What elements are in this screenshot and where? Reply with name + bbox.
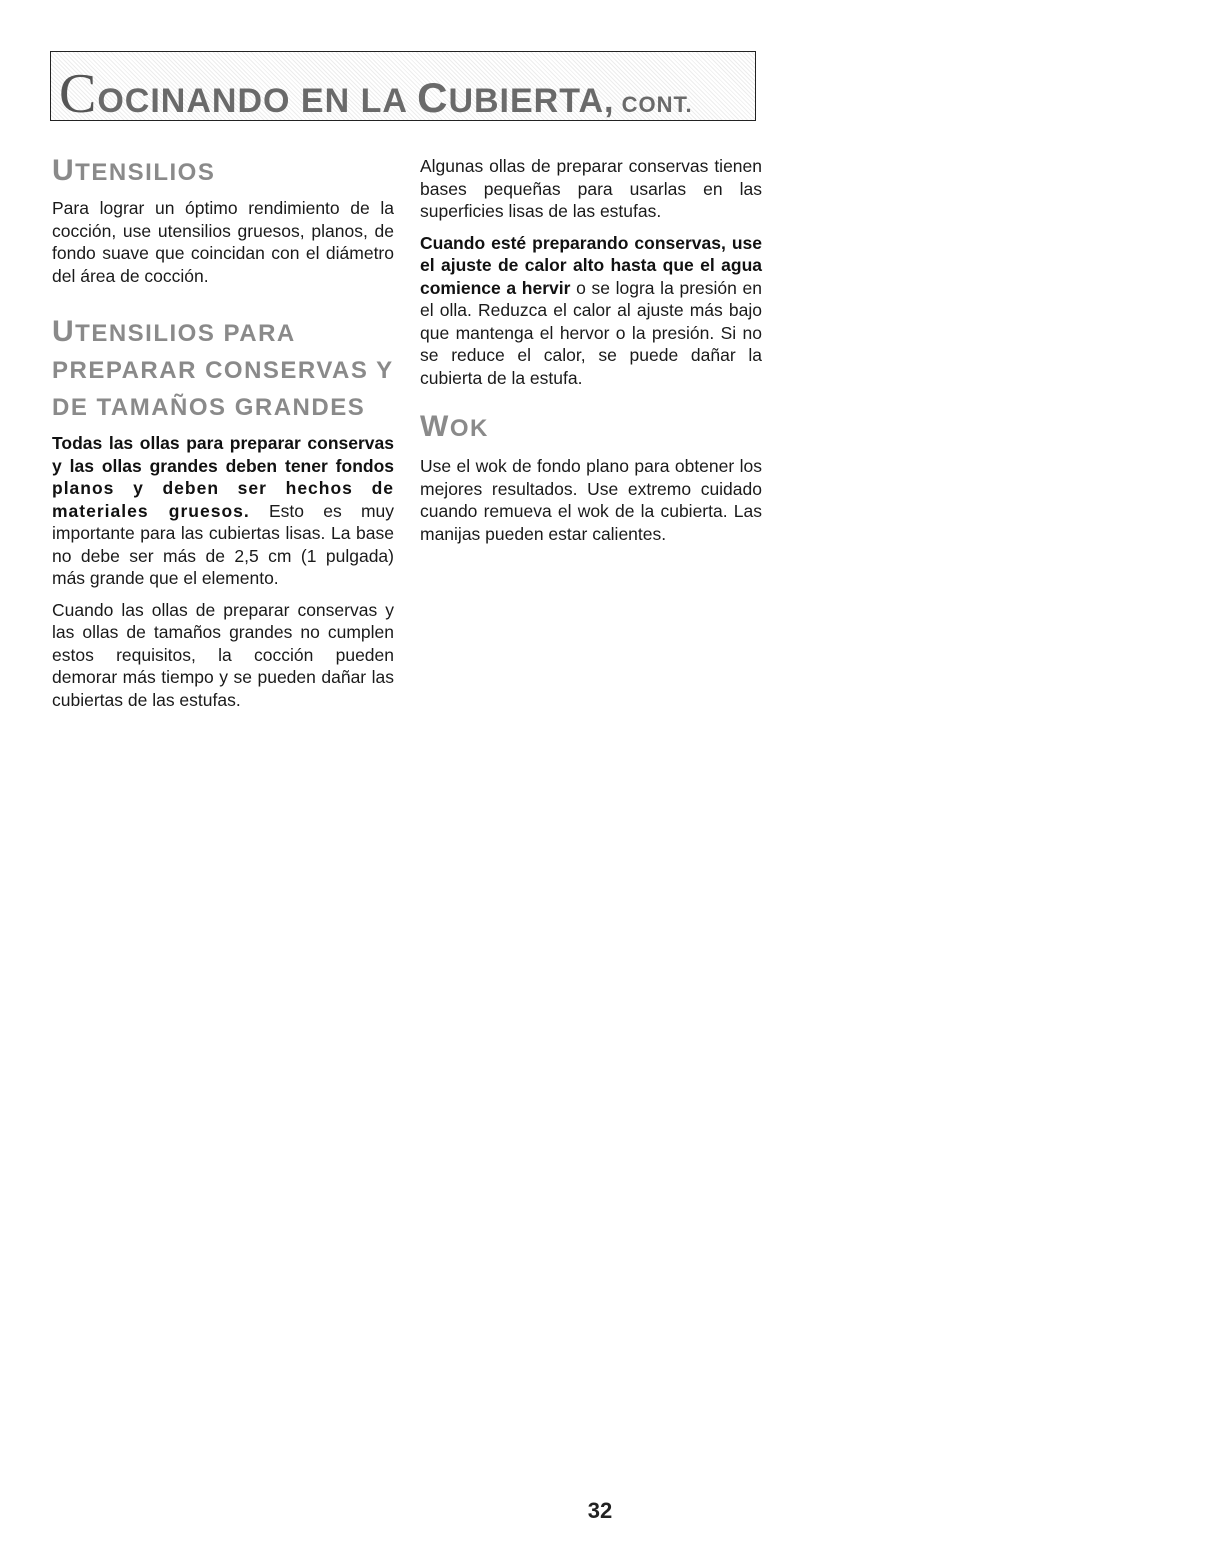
paragraph-ollas-grandes — [52, 432, 394, 590]
paragraph-requisitos: Cuando las ollas de preparar conservas y las ollas de tamaños grandes no cumplen estos requisitos, la cocción pueden demorar más tiempo y se pueden dañar las cubiertas de las estufas. — [52, 599, 394, 710]
title-initial: C — [59, 63, 98, 125]
heading-cap: U — [52, 315, 76, 348]
paragraph-utensilios: Para lograr un óptimo rendimiento de la cocción, use utensilios gruesos, planos, de fondo suave que coincidan con el diámetro del área de cocción. — [52, 198, 394, 286]
title-part1: OCINANDO EN LA — [97, 82, 418, 120]
page-title-box — [50, 51, 756, 125]
title-cap2: C — [417, 74, 449, 121]
heading-line-3: DE TAMAÑOS GRANDES — [52, 394, 366, 421]
page-number: 32 — [587, 1498, 613, 1523]
body-text: o se logra la presión en el olla. Reduzca el calor al ajuste más bajo que mantenga el hervor o la presión. Si no se reduce el calor, se puede dañar la cubierta de la estufa. — [420, 277, 762, 388]
body-text: Esto es muy importante para las cubiertas lisas. La base no debe ser más de 2,5 cm (1 pulgada) más grande que el elemento. — [52, 500, 395, 588]
bold-text: Cuando esté preparando conservas, use el ajuste de calor alto hasta que el agua comience a hervir — [420, 232, 762, 298]
heading-text: TENSILIOS — [75, 159, 216, 186]
paragraph-wok: Use el wok de fondo plano para obtener los mejores resultados. Use extremo cuidado cuando remueva el wok de la cubierta. Las manijas pueden estar calientes. — [420, 456, 762, 544]
page-title — [59, 63, 693, 125]
right-column — [420, 155, 762, 545]
heading-cap: W — [420, 410, 450, 443]
heading-utensilios-conservas — [52, 313, 394, 426]
title-part2: UBIERTA, — [448, 82, 615, 120]
paragraph-preparando-conservas — [420, 232, 762, 390]
heading-cap: U — [52, 154, 76, 187]
heading-line-2: PREPARAR CONSERVAS Y — [52, 357, 394, 384]
bold-text-wide: planos y deben ser hechos de materiales gruesos. — [52, 478, 394, 521]
title-part3: CONT. — [614, 92, 693, 117]
bold-text: Todas las ollas para preparar conservas y las ollas grandes deben tener fondos — [52, 433, 394, 476]
heading-utensilios — [52, 155, 394, 189]
heading-wok — [420, 411, 762, 445]
paragraph-bases-pequenas: Algunas ollas de preparar conservas tienen bases pequeñas para usarlas en las superficies lisas de las estufas. — [420, 156, 762, 221]
heading-line-1: TENSILIOS PARA — [75, 320, 296, 347]
heading-text: OK — [449, 415, 489, 442]
left-column — [52, 155, 394, 711]
